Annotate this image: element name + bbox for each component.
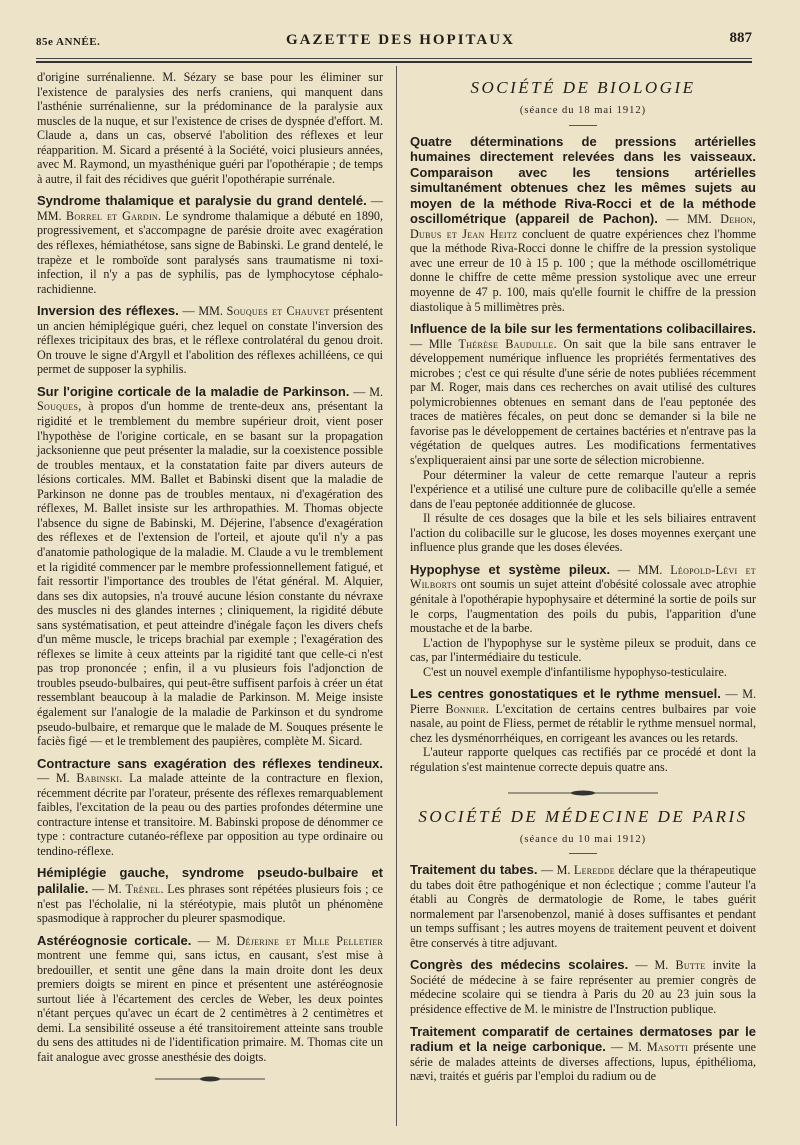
- section-title: Hémiplégie gauche, syndrome pseudo-bulbaire et palilalie.: [37, 865, 383, 896]
- authors: Masotti: [646, 1040, 689, 1055]
- paragraph: C'est un nouvel exemple d'infantilisme hypophyso-testiculaire.: [423, 664, 727, 679]
- header-rule-thick: [36, 61, 752, 63]
- section-title: Traitement comparatif de certaines dermatoses par le radium et la neige carbonique.: [410, 1023, 756, 1055]
- section-title: Contracture sans exagération des réflexes tendineux.: [37, 755, 383, 771]
- section-title: Sur l'origine corticale de la maladie de Parkinson.: [37, 383, 350, 399]
- authors: Babinski: [76, 771, 120, 786]
- authors: Léopold-Lévi et Wilborts: [410, 562, 756, 592]
- section-syndrome-thalamique: [37, 193, 383, 296]
- section-title: Les centres gonostatiques et le rythme mensuel.: [410, 686, 721, 702]
- page-number: 887: [729, 30, 752, 46]
- separator: — M.: [628, 958, 676, 973]
- left-column: [37, 70, 383, 1083]
- authors: Déjerine et Mlle Pelletier: [236, 933, 384, 948]
- short-rule: [569, 125, 597, 126]
- right-column: [410, 70, 756, 1084]
- authors: Leredde: [573, 863, 615, 878]
- authors: Borrel et Gardin: [66, 208, 158, 223]
- separator: — M.: [88, 881, 126, 896]
- section-text: . On sait que la bile sans entraver le développement numérique influence les propriétés fermentatives des microbes ; c'est ce qui résulte d'une série de notes publiées récemment par M. Roger, mais dans ces recherches on avait utilisé des cultures polymicrobiennes obtenues en semant dans de l'eau peptonée des traces de matières fécales, on peut donc se demander si la bile ne favorise pas le développement de certaines bactéries et n'entrave pas la végétation de quelques autres. Les modifications fermentatives s'expliqueraient ainsi par une sorte de sélection microbienne.: [410, 336, 757, 468]
- society-title: SOCIÉTÉ DE MÉDECINE DE PARIS: [418, 806, 748, 826]
- separator: — MM.: [657, 212, 721, 227]
- section-title: Congrès des médecins scolaires.: [410, 957, 629, 973]
- authors: Bonnier: [445, 701, 486, 716]
- authors: Trénel: [125, 881, 161, 896]
- separator: — Mlle: [410, 336, 459, 351]
- section-title: Syndrome thalamique et paralysie du grand dentelé.: [37, 193, 367, 209]
- separator: — MM.: [178, 304, 227, 319]
- section-text: . Les phrases sont répétées plusieurs fois ; ce n'est pas l'écholalie, ni la stéréotypie, mais plutôt un phénomène spasmodique à rapprocher du pleurer spasmodique.: [37, 881, 383, 926]
- authors: Thérèse Baudulle: [458, 336, 554, 351]
- section-text: déclare que la thérapeutique du tabes doit être pathogénique et non éclectique ; comme l'auteur l'a établi au Congrès de dermatologie de Rome, le tabes guérit normalement par l'arsenobenzol, manié à doses suffisantes et pendant un temps suffisant ; les autres moyens de traitement peuvent et doivent être conservés à titre adjuvant.: [410, 863, 756, 950]
- section-text: invite la Société de médecine à se faire représenter au premier congrès de médecine scolaire qui se tiendra à Paris du 20 au 23 juin sous la présidence effective de M. le ministre de l'Instruction publique.: [410, 958, 756, 1016]
- section-tabes: [410, 862, 756, 950]
- section-dermatoses: [410, 1024, 756, 1084]
- paragraph: d'origine surrénalienne. M. Sézary se base pour les éliminer sur l'existence de paralysies des nerfs craniens, qui manquent dans l'asthénie surrénalienne, sur la prédominance de la paralysie aux muscles de la nuque, et sur l'existence de crises de dyspnée d'effort. M. Claude a, dans un cas, observé l'abolition des réflexes et leur réapparition. M. Sicard a présenté à la Société, voici plusieurs années, avec M. Raymond, un myasthénique guéri par l'opothérapie ; de temps à autre, il fait des récidives que guérit l'opothérapie surrénale.: [37, 70, 383, 186]
- section-text: . Le syndrome thalamique a débuté en 1890, progressivement, et s'accompagne de parésie droite avec exagération des réflexes, hémiathétose, sans signe de Babinski. Le grand dentelé, le trapèze et le romboïde sont paralysés sans traumatisme ni toxi-infection, il n'y a pas de syphilis, pas de lymphocytose céphalo-rachidienne.: [37, 208, 383, 296]
- section-text: présente une série de malades atteints de diverses affections, lupus, épithélioma, nævi, traités et guéris par l'emploi du radium ou de: [410, 1040, 756, 1084]
- section-title: Quatre déterminations de pressions artérielles humaines directement relevées dans les vaisseaux. Comparaison avec les tensions artérielles simultanément obtenues chez les mêmes sujets au moyen de la méthode Riva-Rocci et de la méthode oscillométrique (appareil de Pachon).: [410, 133, 756, 227]
- section-bile: [410, 321, 756, 555]
- separator: — M.: [191, 933, 237, 948]
- column-divider: [396, 66, 397, 1126]
- section-text: montrent une femme qui, sans ictus, en causant, s'est mise à bredouiller, et sentit une gêne dans la main droite dont les deux premiers doigts se mirent en pince et présentent une astéréognosie surtout liée à l'écartement des cercles de Weber, les deux pointes n'étant perçues qu'avec un écart de 2 centimètres à 2 centimètres et demi. La sensibilité osseuse a été transitoirement atteinte sans trouble du sens des attitudes ni de l'identification primaire. M. Thomas cite un fait analogue avec grosse anesthésie des doigts.: [37, 948, 383, 1064]
- section-title: Influence de la bile sur les fermentations colibacillaires.: [410, 321, 756, 337]
- separator: — M.: [605, 1040, 647, 1055]
- year-label: 85e ANNÉE.: [36, 36, 101, 48]
- section-text: . L'excitation de certains centres bulbaires par voie nasale, au point de Fliess, permet de rétablir le rythme mensuel normal, chez les dysménorrhéiques, en corrigeant les avances ou les retards.: [410, 701, 756, 745]
- section-text: , à propos d'un homme de trente-deux ans, présentant la rigidité et le tremblement du membre supérieur droit, vient poser l'hypothèse de l'origine corticale, en se basant sur la propagation jacksonienne que peut présenter la maladie, sur la coexistence possible de troubles mentaux, et la constatation faite par divers auteurs de lésions corticales. MM. Ballet et Babinski disent que la maladie de Parkinson ne donne pas de troubles mentaux, ni d'exagération des réflexes, M. Ballet insiste sur les arthropathies. M. Thomas objecte l'absence du signe de Babinski, M. Déjerine, l'absence d'exagération des réflexes et de l'extension de l'orteil, et ajoute qu'il n'y a pas d'anatomie pathologique de la maladie. M. Claude a vu le tremblement et la rigidité commencer par le membre professionnellement fatigué, et fait ressortir l'importance des troubles de l'état général. M. Alquier, dans ses dix autopsies, n'a trouvé aucune lésion constante du névraxe des muscles ni des glandes internes ; cliniquement, la rigidité débute sans systématisation, et peut atteindre d'inégale façon les divers chefs d'un même muscle, le triceps brachial par exemple ; l'exagération des réflexes se limite à ceux atteints par la rigidité tant que celle-ci n'est pas trop prononcée ; enfin, il a vu plusieurs fois l'adjonction de troubles pseudo-bulbaires, qui peut-être suffisent parfois à créer un état ressemblant beaucoup à la maladie de Parkinson. M. Meige insiste également sur l'analogie de la maladie de Parkinson et du syndrome pseudo-bulbaire, et remarque que le malade de M. Souques présente le faciès figé — et le tremblement des paupières, complète M. Sicard.: [37, 399, 383, 749]
- seance-date: (séance du 10 mai 1912): [519, 833, 647, 845]
- section-text: concluent de quatre expériences chez l'homme que la méthode Riva-Rocci donne le chiffre de la pression systolique avec une erreur de 10 à 15 p. 100 ; que la méthode oscillométrique donne le chiffre de cette même pression systolique avec une erreur moyenne de 47 p. 100, mais qu'elle fournit le chiffre de la pression diastolique à 5 millimètres près.: [410, 226, 756, 314]
- authors: Souques et Chauvet: [226, 304, 330, 319]
- paragraph: L'auteur rapporte quelques cas rectifiés par ce procédé et dont la régulation s'est maintenue correcte depuis quatre ans.: [410, 745, 756, 774]
- section-contracture: [37, 756, 383, 859]
- section-title: Traitement du tabes.: [410, 862, 538, 878]
- authors: Dehon, Dubus et Jean Heitz: [410, 212, 756, 241]
- section-pressions: [410, 134, 756, 315]
- section-title: Astéréognosie corticale.: [37, 932, 192, 948]
- section-title: Inversion des réflexes.: [37, 303, 179, 319]
- separator: — MM.: [610, 562, 671, 577]
- section-text: . La malade atteinte de la contracture en flexion, récemment décrite par l'orateur, présente des réflexes remarquablement faibles, l'excitation de la peau ou des parties profondes détermine une contracture intense et transitoire. M. Babinski propose de dénommer ce type : contracture cutanéo-réflexe par opposition au type ordinaire ou tendino-réflexe.: [37, 771, 384, 858]
- section-title: Hypophyse et système pileux.: [410, 561, 611, 577]
- section-parkinson: [37, 384, 383, 749]
- separator: — M.: [349, 384, 384, 399]
- paragraph: Il résulte de ces dosages que la bile et les sels biliaires entravent l'action du colibacille sur le glucose, les doses moyennes exerçant une influence plus grande que les doses élevées.: [410, 511, 756, 555]
- separator: — M.: [537, 863, 574, 878]
- separator: — M.: [37, 771, 77, 786]
- section-hypophyse: [410, 562, 756, 679]
- paragraph: L'action de l'hypophyse sur le système pileux se produit, dans ce cas, par l'intermédiaire du testicule.: [410, 635, 756, 665]
- section-gonostatiques: [410, 686, 756, 774]
- section-astereognosie: [37, 933, 383, 1065]
- header-rule: [36, 58, 752, 59]
- section-inversion-reflexes: [37, 303, 383, 377]
- seance-date: (séance du 18 mai 1912): [519, 105, 647, 116]
- authors: Souques: [37, 399, 79, 414]
- separator: — M. Pierre: [410, 687, 756, 716]
- authors: Butte: [675, 958, 706, 973]
- ornament-divider: [155, 1075, 265, 1083]
- short-rule: [569, 853, 597, 854]
- paragraph: Pour déterminer la valeur de cette remarque l'auteur a repris l'expérience et a utilisé une culture pure de colibacille qu'elle a semée dans de l'eau peptonée additionnée de glucose.: [410, 467, 756, 511]
- page-header: [36, 30, 752, 54]
- separator: — MM.: [37, 194, 384, 223]
- ornament-divider: [508, 789, 658, 797]
- section-text: présentent un ancien hémiplégique guéri, chez lequel on constate l'inversion des réflexes tricipitaux des bras, et le réflexe controlatéral du genou droit. On trouve le signe d'Argyll et l'abolition des réflexes achilléens, ce qui permet de supposer la syphilis.: [37, 304, 384, 377]
- section-hemiplegie: [37, 865, 383, 925]
- journal-title: GAZETTE DES HOPITAUX: [286, 32, 515, 48]
- section-congres: [410, 957, 756, 1016]
- society-title: SOCIÉTÉ DE BIOLOGIE: [470, 78, 696, 97]
- section-text: ont soumis un sujet atteint d'obésité colossale avec atrophie génitale à l'opothérapie hypophysaire et déterminé la sortie de poils sur le corps, l'augmentation des poils du pubis, l'apparition d'une moustache et de la barbe.: [410, 577, 756, 636]
